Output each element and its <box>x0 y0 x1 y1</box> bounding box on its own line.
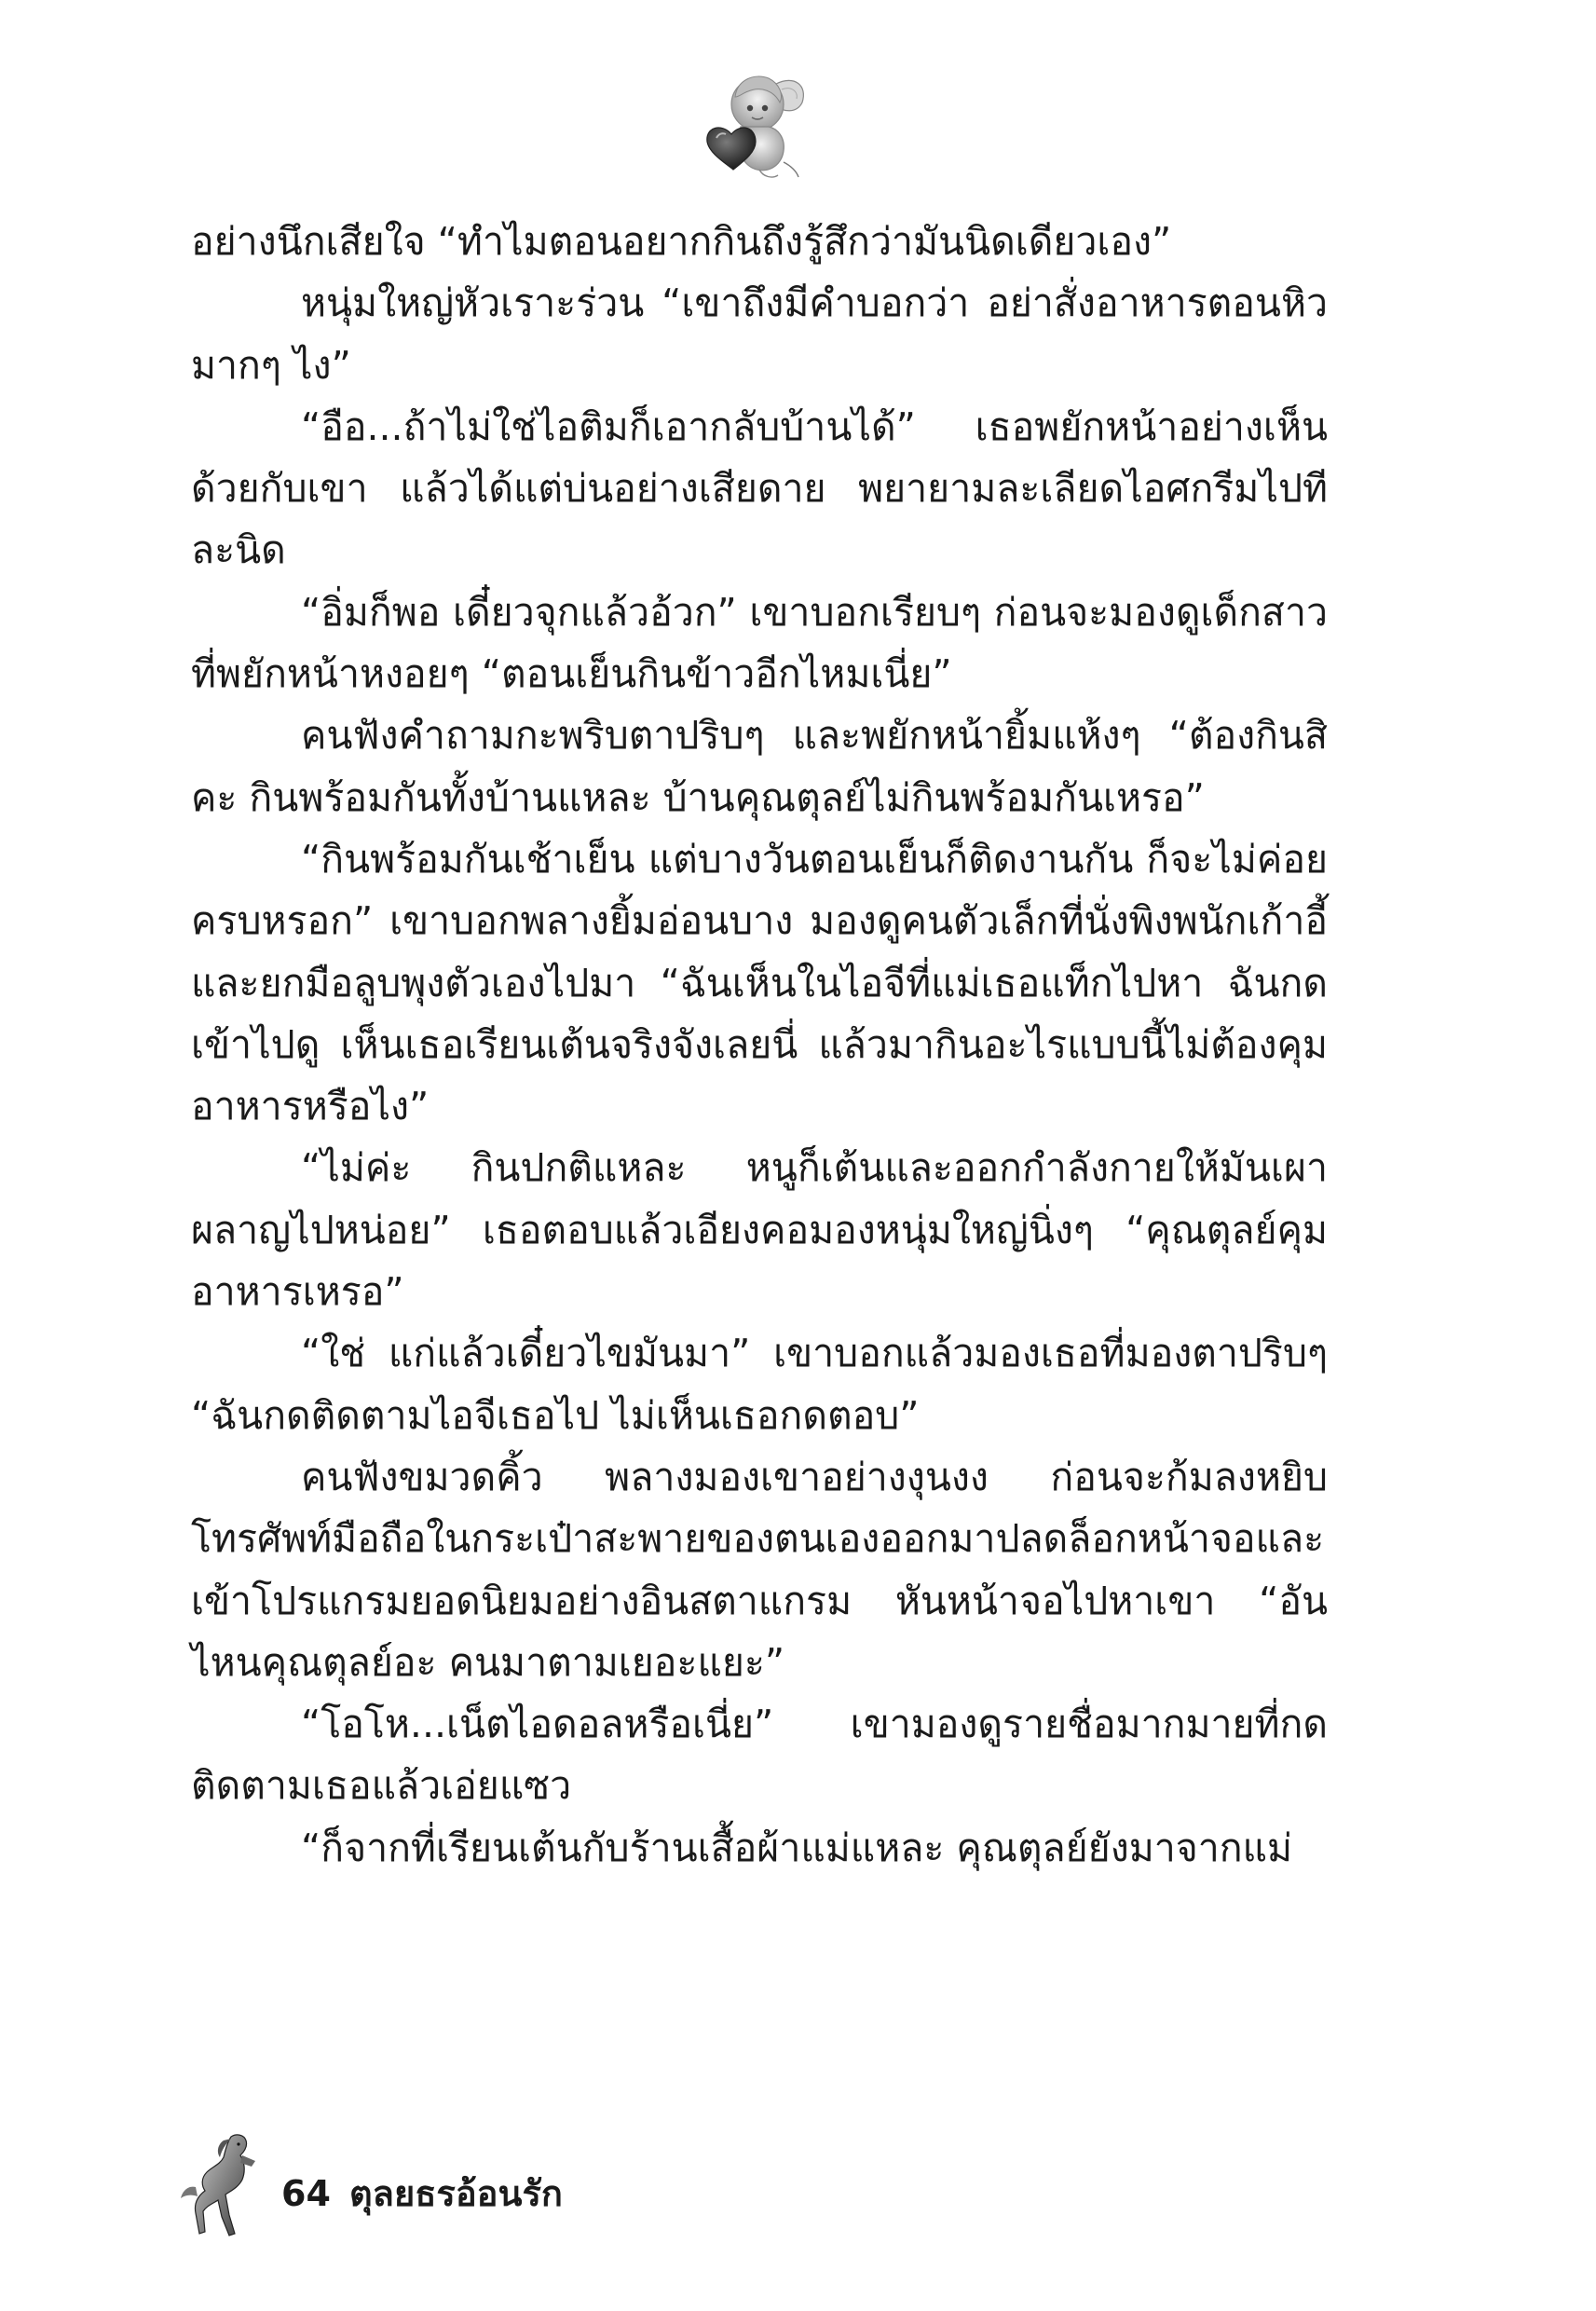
paragraph: “ก็จากที่เรียนเต้นกับร้านเสื้อผ้าแม่แหละ คุณตุลย์ยังมาจากแม่ <box>301 1825 1293 1870</box>
page-number: 64 <box>281 2173 331 2214</box>
paragraph: “ไม่ค่ะ กินปกติแหละ หนูก็เต้นและออกกำลังกายให้มันเผาผลาญไปหน่อย” เธอตอบแล้วเอียงคอมองหนุ่มใหญ่นิ่งๆ “คุณตุลย์คุมอาหารเหรอ” <box>191 1145 1328 1315</box>
body-text <box>191 211 1328 1879</box>
paragraph: คนฟังขมวดคิ้ว พลางมองเขาอย่างงุนงง ก่อนจะก้มลงหยิบโทรศัพท์มือถือในกระเป๋าสะพายของตนเองออกมาปลดล็อกหน้าจอและเข้าโปรแกรมยอดนิยมอย่างอินสตาแกรม หันหน้าจอไปหาเขา “อันไหนคุณตุลย์อะ คนมาตามเยอะแยะ” <box>191 1454 1328 1685</box>
page-footer <box>177 2129 829 2241</box>
paragraph: “อือ...ถ้าไม่ใช่ไอติมก็เอากลับบ้านได้” เธอพยักหน้าอย่างเห็นด้วยกับเขา แล้วได้แต่บ่นอย่างเสียดาย พยายามละเลียดไอศกรีมไปทีละนิด <box>191 403 1328 573</box>
paragraph: คนฟังคำถามกะพริบตาปริบๆ และพยักหน้ายิ้มแห้งๆ “ต้องกินสิคะ กินพร้อมกันทั้งบ้านแหละ บ้านคุณตุลย์ไม่กินพร้อมกันเหรอ” <box>191 713 1328 820</box>
paragraph: “โอโห...เน็ตไอดอลหรือเนี่ย” เขามองดูรายชื่อมากมายที่กดติดตามเธอแล้วเอ่ยแซว <box>191 1702 1328 1809</box>
paragraph: “อิ่มก็พอ เดี๋ยวจุกแล้วอ้วก” เขาบอกเรียบๆ ก่อนจะมองดูเด็กสาวที่พยักหน้าหงอยๆ “ตอนเย็นกินข้าวอีกไหมเนี่ย” <box>191 589 1328 697</box>
horse-icon <box>177 2129 266 2241</box>
paragraph: “ใช่ แก่แล้วเดี๋ยวไขมันมา” เขาบอกแล้วมองเธอที่มองตาปริบๆ “ฉันกดติดตามไอจีเธอไป ไม่เห็นเธอกดตอบ” <box>191 1331 1328 1438</box>
paragraph: อย่างนึกเสียใจ “ทำไมตอนอยากกินถึงรู้สึกว่ามันนิดเดียวเอง” <box>191 219 1172 264</box>
paragraph: “กินพร้อมกันเช้าเย็น แต่บางวันตอนเย็นก็ติดงานกัน ก็จะไม่ค่อยครบหรอก” เขาบอกพลางยิ้มอ่อนบาง มองดูคนตัวเล็กที่นั่งพิงพนักเก้าอี้และยกมือลูบพุงตัวเองไปมา “ฉันเห็นในไอจีที่แม่เธอแท็กไปหา ฉันกดเข้าไปดู เห็นเธอเรียนเต้นจริงจังเลยนี่ แล้วมากินอะไรแบบนี้ไม่ต้องคุมอาหารหรือไง” <box>191 836 1328 1129</box>
paragraph: หนุ่มใหญ่หัวเราะร่วน “เขาถึงมีคำบอกว่า อย่าสั่งอาหารตอนหิวมากๆ ไง” <box>191 280 1328 388</box>
cupid-heart-icon <box>694 65 811 182</box>
book-title: ตุลยธรอ้อนรัก <box>349 2173 563 2214</box>
